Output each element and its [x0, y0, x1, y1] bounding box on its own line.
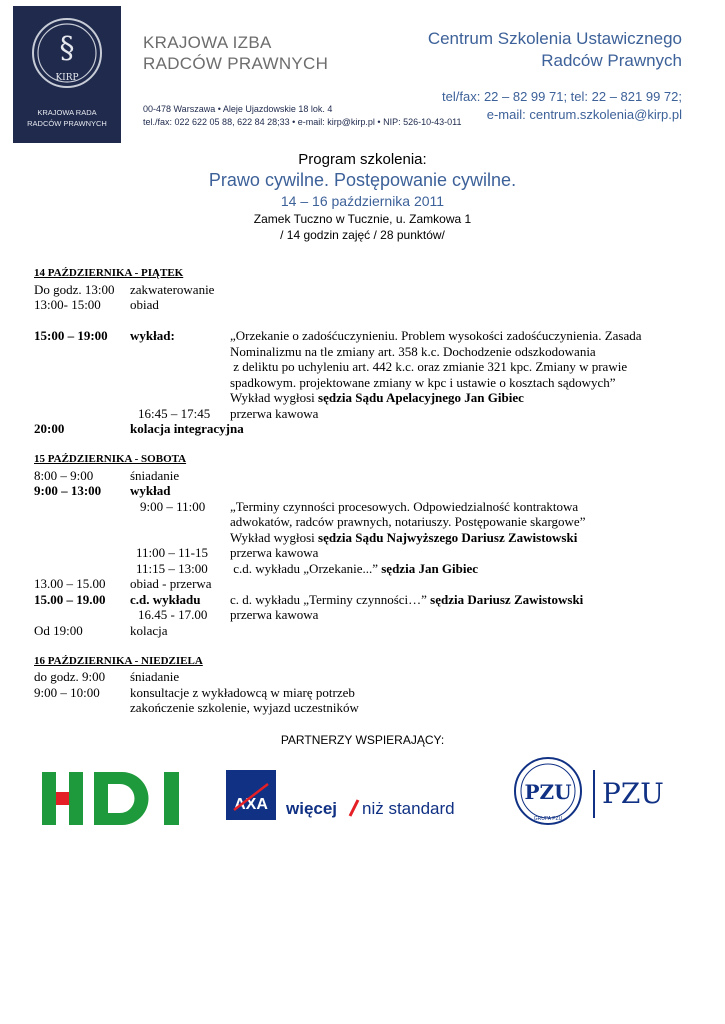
activity: zakwaterowanie — [130, 281, 215, 297]
day-2-heading: 15 PAŹDZIERNIKA - SOBOTA — [34, 453, 187, 465]
schedule-row — [34, 297, 704, 313]
lecturer-prefix: Wykład wygłosi — [230, 529, 319, 545]
schedule-row — [34, 561, 704, 577]
lecturer-name: sędzia Dariusz Zawistowski — [430, 591, 584, 607]
time: 13:00- 15:00 — [34, 297, 101, 312]
activity — [230, 592, 704, 608]
program-location: Zamek Tuczno w Tucznie, u. Zamkowa 1 — [253, 212, 472, 226]
schedule-row — [34, 700, 704, 716]
org-name-line-1: KRAJOWA IZBA — [143, 33, 272, 52]
lecturer-name: sędzia Sądu Apelacyjnego Jan Gibiec — [318, 390, 524, 405]
schedule-row — [34, 499, 704, 546]
lecture-description — [230, 328, 704, 406]
activity: zakończenie szkolenie, wyjazd uczestników — [130, 700, 359, 715]
contact-info — [442, 88, 682, 124]
activity-type: c.d. wykładu — [130, 591, 201, 607]
logo-caption-2: RADCÓW PRAWNYCH — [27, 119, 107, 128]
logo-text: KIRP — [55, 73, 79, 83]
org-name-line-2: RADCÓW PRAWNYCH — [143, 54, 329, 73]
lecture-description — [230, 499, 704, 546]
contact-email[interactable]: e-mail: centrum.szkolenia@kirp.pl — [486, 107, 682, 122]
activity: śniadanie — [130, 467, 180, 483]
schedule-row — [34, 623, 704, 639]
org-name — [143, 32, 328, 74]
schedule-row — [34, 685, 704, 701]
org-address-line-2: tel./fax: 022 622 05 88, 622 84 28;33 • e-mail: kirp@kirp.pl • NIP: 526-10-43-011 — [143, 117, 462, 127]
center-name-line-1: Centrum Szkolenia Ustawicznego — [427, 29, 682, 48]
day-3-heading: 16 PAŹDZIERNIKA - NIEDZIELA — [34, 654, 203, 667]
schedule-row — [34, 592, 704, 608]
activity-text: c.d. wykładu „Orzekanie...” — [230, 560, 382, 576]
axa-slogan-bold: więcej — [286, 799, 338, 818]
center-name-line-2: Radców Prawnych — [541, 51, 682, 70]
program-dates: 14 – 16 października 2011 — [280, 193, 445, 209]
activity: wykład — [130, 483, 171, 498]
time: 15.00 – 19.00 — [34, 591, 106, 607]
schedule — [34, 266, 704, 716]
time: Od 19:00 — [34, 622, 83, 638]
day-1-heading: 14 PAŹDZIERNIKA - PIĄTEK — [34, 267, 184, 279]
activity: przerwa kawowa — [230, 607, 319, 622]
org-address-line-1: 00-478 Warszawa • Aleje Ujazdowskie 18 lok. 4 — [143, 104, 333, 114]
schedule-row — [34, 406, 704, 422]
schedule-row — [34, 282, 704, 298]
description-line: z deliktu po uchyleniu art. 442 k.c. oraz zmianie 321 kpc. Zmiany w prawie — [230, 359, 628, 374]
time: 13.00 – 15.00 — [34, 576, 106, 591]
pzu-text: PZU — [602, 777, 664, 810]
activity: kolacja integracyjna — [130, 421, 244, 436]
activity: obiad - przerwa — [130, 576, 212, 591]
schedule-row — [34, 468, 704, 484]
description-line: spadkowym. projektowane zmiany w kpc i ustawie o kosztach sądowych” — [230, 374, 616, 390]
activity: kolacja — [130, 622, 168, 638]
center-name — [428, 28, 682, 72]
hdi-logo — [42, 772, 185, 825]
contact-phone: tel/fax: 22 – 82 99 71; tel: 22 – 821 99 72; — [442, 89, 682, 104]
time: do godz. 9:00 — [34, 669, 106, 684]
org-address — [143, 103, 461, 129]
axa-logo-text: AXA — [234, 796, 268, 813]
schedule-row — [34, 576, 704, 592]
activity: śniadanie — [130, 669, 180, 684]
time: 11:15 – 13:00 — [136, 560, 208, 576]
program-hours: / 14 godzin zajęć / 28 punktów/ — [280, 228, 445, 242]
time: 15:00 – 19:00 — [34, 328, 108, 343]
description-line: „Terminy czynności procesowych. Odpowiedzialność kontraktowa — [230, 498, 579, 514]
axa-logo — [226, 770, 466, 822]
description-line: Nominalizmu na tle zmiany art. 358 k.c. Dochodzenie odszkodowania — [230, 343, 596, 359]
time: 9:00 – 13:00 — [34, 483, 102, 498]
lecturer-name: sędzia Jan Gibiec — [381, 560, 479, 576]
time: 9:00 – 11:00 — [140, 498, 206, 514]
logo-caption-1: KRAJOWA RADA — [37, 108, 97, 117]
paragraph-icon: § — [59, 31, 75, 66]
schedule-row — [34, 545, 704, 561]
lecturer-line — [230, 390, 704, 406]
axa-slogan-rest: niż standard — [362, 799, 455, 818]
time: Do godz. 13:00 — [34, 281, 115, 297]
activity: przerwa kawowa — [230, 545, 319, 560]
schedule-row — [34, 669, 704, 685]
pzu-seal-ring: GRUPA PZU — [533, 816, 563, 822]
schedule-row — [34, 607, 704, 623]
description-line: „Orzekanie o zadośćuczynieniu. Problem wysokości zadośćuczynienia. Zasada — [230, 328, 642, 343]
kirp-logo — [13, 6, 121, 143]
program-title: Prawo cywilne. Postępowanie cywilne. — [208, 170, 517, 190]
program-label: Program szkolenia: — [298, 151, 427, 168]
activity — [230, 561, 704, 577]
lecturer-line — [230, 530, 704, 546]
time: 11:00 – 11-15 — [136, 545, 208, 560]
lecturer-name: sędzia Sądu Najwyższego Dariusz Zawistowski — [318, 529, 578, 545]
time: 16:45 – 17:45 — [138, 405, 211, 421]
activity-text: c. d. wykładu „Terminy czynności…” — [230, 591, 431, 607]
description-line: adwokatów, radców prawnych, notariuszy. Postępowanie skargowe” — [230, 514, 586, 529]
time: 20:00 — [34, 421, 65, 436]
schedule-row — [34, 421, 704, 437]
time: 16.45 - 17.00 — [138, 607, 208, 622]
activity: konsultacje z wykładowcą w miarę potrzeb — [130, 684, 355, 700]
activity: obiad — [130, 297, 159, 312]
activity-type: wykład: — [130, 328, 175, 343]
time: 9:00 – 10:00 — [34, 684, 100, 700]
partners-label: PARTNERZY WSPIERAJĄCY: — [280, 733, 445, 747]
lecturer-prefix: Wykład wygłosi — [230, 390, 319, 405]
time: 8:00 – 9:00 — [34, 467, 94, 483]
program-header — [0, 150, 725, 243]
activity: przerwa kawowa — [230, 405, 319, 421]
schedule-row — [34, 483, 704, 499]
schedule-row — [34, 328, 704, 406]
pzu-logo — [514, 756, 674, 830]
pzu-seal-text: PZU — [524, 780, 572, 804]
